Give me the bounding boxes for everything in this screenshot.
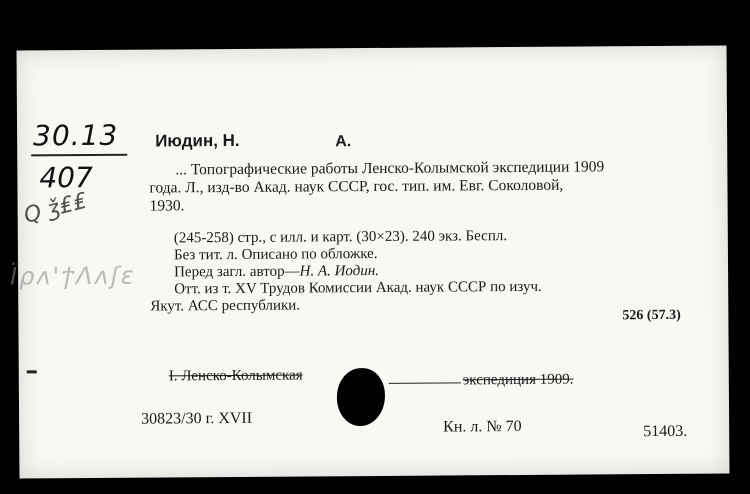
author-heading: Июдин, Н. bbox=[155, 130, 240, 151]
footer-book-number: Кн. л. № 70 bbox=[443, 417, 522, 436]
title-line-1: ... Топографические работы Ленско-Колымской экспедиции 1909 bbox=[175, 158, 605, 179]
footer-accession: 30823/30 г. XVII bbox=[141, 409, 253, 428]
call-number-top: 30.13 bbox=[32, 118, 119, 153]
offprint-line-2: Якут. АСС республики. bbox=[150, 297, 301, 315]
ink-blot bbox=[337, 368, 385, 426]
classification-number: 526 (57.3) bbox=[622, 307, 681, 324]
subject-underline bbox=[389, 382, 461, 384]
title-line-3: 1930. bbox=[149, 197, 185, 215]
catalog-card bbox=[9, 46, 730, 479]
author-note-prefix: Перед загл. автор— bbox=[174, 263, 300, 281]
footer-inventory-number: 51403. bbox=[643, 422, 688, 441]
pages-line: (245-258) стр., с илл. и карт. (30×23). 240 экз. Беспл. bbox=[173, 228, 508, 247]
margin-tick bbox=[27, 370, 37, 373]
handwritten-scribble: Q ǯ₤₤ bbox=[21, 188, 90, 229]
subject-heading-left: I. Ленско-Колымская bbox=[168, 367, 303, 385]
subject-heading-right: экспедиция 1909. bbox=[462, 371, 574, 389]
call-number-divider bbox=[31, 154, 127, 157]
author-initial: А. bbox=[335, 133, 352, 151]
offprint-line-1: Отт. из т. XV Трудов Комиссии Акад. наук СССР по изуч. bbox=[174, 278, 542, 298]
call-number-bottom: 407 bbox=[39, 160, 93, 195]
author-note-name: Н. А. Иодин. bbox=[299, 262, 380, 280]
faded-stamp-scribble: Ϊρʌ'ϯΛʌʃɛ bbox=[9, 261, 136, 291]
cover-line: Без тит. л. Описано по обложке. bbox=[173, 245, 378, 264]
title-line-2: года. Л., изд-во Акад. наук СССР, гос. тип. им. Евг. Соколовой, bbox=[149, 176, 564, 197]
author-note-line bbox=[174, 264, 379, 280]
